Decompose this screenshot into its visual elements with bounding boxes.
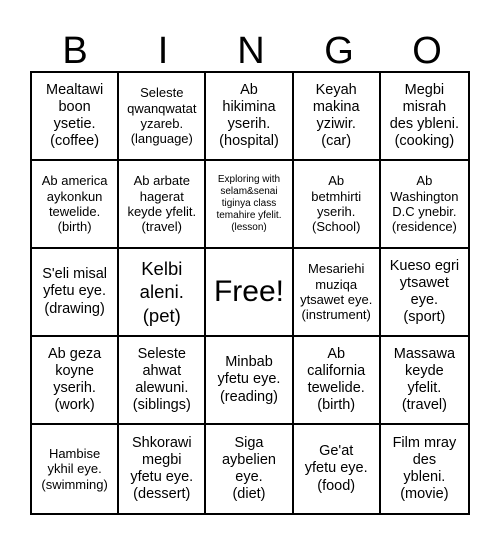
header-letter-i: I [157,30,169,72]
bingo-cell[interactable] [32,337,119,425]
cell-text: Mesariehi muziqa ytsawet eye. (instrument) [300,261,373,323]
bingo-cell[interactable] [294,337,381,425]
bingo-cell[interactable] [32,249,119,337]
cell-text: Film mray des ybleni. (movie) [392,434,457,503]
bingo-cell[interactable] [206,337,293,425]
cell-text: Ab betmhirti yserih. (School) [311,173,362,235]
bingo-cell[interactable] [206,425,293,513]
bingo-cell[interactable] [119,73,206,161]
bingo-cell[interactable] [381,425,468,513]
header-letter-g: G [324,30,354,72]
cell-text: Exploring with selam&senai tiginya class temahire yfelit. (lesson) [216,174,282,233]
cell-text: Mealtawi boon ysetie. (coffee) [45,81,104,150]
cell-text: Hambise ykhil eye. (swimming) [41,446,108,492]
cell-text: Keyah makina yziwir. (car) [312,81,360,150]
bingo-cell[interactable] [294,249,381,337]
bingo-cell[interactable] [119,249,206,337]
free-space-label: Free! [213,275,284,309]
cell-text: Shkorawi megbi yfetu eye. (dessert) [130,434,194,503]
header-letter-o: O [412,30,442,72]
bingo-cell[interactable] [381,161,468,249]
cell-text: Ab geza koyne yserih. (work) [47,345,102,414]
cell-text: Massawa keyde yfelit. (travel) [393,345,456,414]
cell-text: Ab america aykonkun tewelide. (birth) [41,173,108,235]
cell-text: S'eli misal yfetu eye. (drawing) [42,266,107,317]
bingo-cell[interactable] [206,161,293,249]
cell-text: Ab Washington D.C ynebir. (residence) [390,173,459,235]
cell-text: Minbab yfetu eye. (reading) [217,354,281,405]
cell-text: Seleste qwanqwatat yzareb. (language) [127,85,197,147]
cell-text: Ab california tewelide. (birth) [307,345,366,414]
cell-text: Kueso egri ytsawet eye. (sport) [389,257,460,326]
cell-text: Ab hikimina yserih. (hospital) [219,81,279,150]
bingo-header [31,26,471,76]
bingo-cell[interactable] [119,161,206,249]
bingo-board [30,71,470,515]
cell-text: Seleste ahwat alewuni. (siblings) [132,345,191,414]
header-letter-n: N [237,30,265,72]
bingo-cell[interactable] [381,337,468,425]
bingo-cell[interactable] [32,73,119,161]
bingo-cell[interactable] [119,425,206,513]
bingo-cell[interactable] [381,73,468,161]
cell-text: Siga aybelien eye. (diet) [221,434,276,503]
bingo-cell[interactable] [294,73,381,161]
bingo-cell[interactable] [294,161,381,249]
cell-text: Ge'at yfetu eye. (food) [304,443,368,494]
free-space[interactable] [206,249,293,337]
bingo-cell[interactable] [119,337,206,425]
bingo-cell[interactable] [381,249,468,337]
bingo-cell[interactable] [206,73,293,161]
bingo-cell[interactable] [294,425,381,513]
cell-text: Megbi misrah des ybleni. (cooking) [389,81,460,150]
header-letter-b: B [62,30,88,72]
cell-text: Ab arbate hagerat keyde yfelit. (travel) [127,173,197,235]
bingo-cell[interactable] [32,161,119,249]
cell-text: Kelbi aleni. (pet) [139,258,184,326]
bingo-cell[interactable] [32,425,119,513]
